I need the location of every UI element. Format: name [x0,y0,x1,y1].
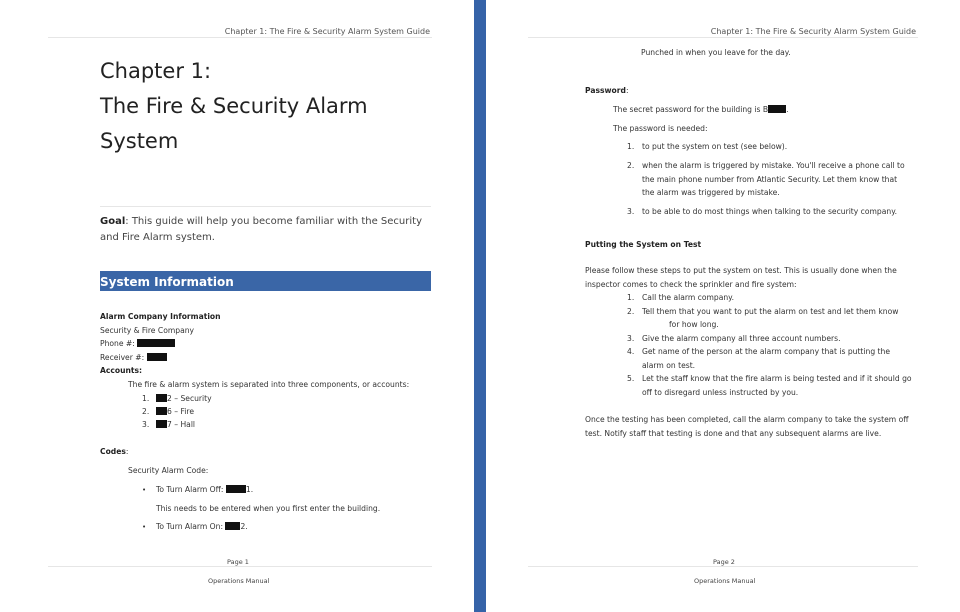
receiver-line [100,353,167,362]
receiver-label: Receiver #: [100,353,145,362]
running-header: Chapter 1: The Fire & Security Alarm System Guide [710,27,916,36]
account-text: 2 – Security [167,394,212,403]
list-number: 2. [627,307,635,316]
page-footer: Operations Manual [694,577,756,585]
turn-off-label: To Turn Alarm Off: [156,485,224,494]
password-line-suffix: . [786,105,789,114]
test-step-line: for how long. [669,320,719,329]
test-step-line: off to disregard unless instructed by you. [642,388,799,397]
redacted-block [156,420,167,428]
list-number: 3. [627,207,635,216]
password-item-line: the main phone number from Atlantic Security. Let them know that [642,175,898,184]
test-step-line: Call the alarm company. [642,293,735,302]
header-rule [528,37,918,38]
footer-rule [528,566,918,567]
accounts-intro: The fire & alarm system is separated into three components, or accounts: [128,380,410,389]
list-number: 4. [627,347,635,356]
redacted-block [225,522,240,530]
page-number: Page 2 [713,558,735,566]
phone-label: Phone #: [100,339,135,348]
phone-line [100,339,175,348]
account-item [156,394,212,403]
page-footer: Operations Manual [208,577,270,585]
title-line: Chapter 1: [100,59,212,83]
running-header: Chapter 1: The Fire & Security Alarm System Guide [224,27,430,36]
test-step-line: Give the alarm company all three account numbers. [642,334,841,343]
password-heading: Password [585,86,626,95]
header-rule [48,37,432,38]
account-text: 7 – Hall [167,420,196,429]
test-step-line: alarm on test. [642,361,696,370]
password-lead: B [762,105,769,114]
continued-line: Punched in when you leave for the day. [641,48,791,57]
redacted-block [156,394,167,402]
redacted-block [226,485,246,493]
password-item-line: when the alarm is triggered by mistake. You'll receive a phone call to [642,161,905,170]
turn-off-line [156,485,253,494]
test-intro-line: inspector comes to check the sprinkler and fire system: [585,280,797,289]
test-intro-line: Please follow these steps to put the system on test. This is usually done when the [585,266,897,275]
turn-on-suffix: 2. [240,522,248,531]
title-rule [100,206,431,207]
password-line-prefix: The secret password for the building is [613,105,763,114]
title-line: The Fire & Security Alarm [100,94,368,118]
list-number: 3. [627,334,635,343]
title-line: System [100,129,179,153]
section-heading: System Information [100,271,431,291]
closing-line: Once the testing has been completed, call the alarm company to take the system off [585,415,909,424]
list-number: 1. [627,142,635,151]
list-number: 1. [627,293,635,302]
test-step-line: Tell them that you want to put the alarm on test and let them know [642,307,899,316]
list-number: 5. [627,374,635,383]
company-name: Security & Fire Company [100,326,195,335]
codes-heading: Codes [100,447,126,456]
turn-on-label: To Turn Alarm On: [156,522,224,531]
password-needed: The password is needed: [613,124,708,133]
list-number: 2. [627,161,635,170]
bullet-icon: • [142,486,147,494]
goal-label: Goal [100,216,126,227]
list-number: 2. [142,407,150,416]
alarm-company-heading: Alarm Company Information [100,312,221,321]
password-line [613,105,789,114]
list-number: 1. [142,394,150,403]
turn-off-note: This needs to be entered when you first enter the building. [156,504,381,513]
account-item [156,420,195,429]
account-item [156,407,194,416]
redacted-block [147,353,167,361]
password-item-line: to be able to do most things when talking to the security company. [642,207,898,216]
account-text: 6 – Fire [167,407,195,416]
security-code-label: Security Alarm Code: [128,466,209,475]
test-heading: Putting the System on Test [585,240,702,249]
footer-rule [48,566,432,567]
password-colon: : [625,86,629,95]
password-item-line: to put the system on test (see below). [642,142,788,151]
password-item-line: the alarm was triggered by mistake. [642,188,780,197]
closing-line: test. Notify staff that testing is done and that any subsequent alarms are live. [585,429,882,438]
codes-colon: : [125,447,129,456]
document-page-1 [0,0,474,612]
redacted-block [137,339,175,347]
accounts-heading: Accounts: [100,366,143,375]
turn-off-suffix: 1. [245,485,254,494]
codes-heading-line [100,447,128,456]
page-divider [474,0,486,612]
document-page-2 [486,0,960,612]
page-number: Page 1 [227,558,249,566]
turn-on-line [156,522,248,531]
password-heading-line [585,86,629,95]
redacted-block [768,105,789,114]
goal-paragraph [100,214,430,246]
test-step-line: Get name of the person at the alarm company that is putting the [642,347,891,356]
goal-text: : This guide will help you become familiar with the Security and Fire Alarm system. [100,216,422,243]
list-number: 3. [142,420,150,429]
redacted-block [156,407,167,415]
test-step-line: Let the staff know that the fire alarm is being tested and if it should go [642,374,912,383]
bullet-icon: • [142,523,147,531]
chapter-title [100,54,368,159]
